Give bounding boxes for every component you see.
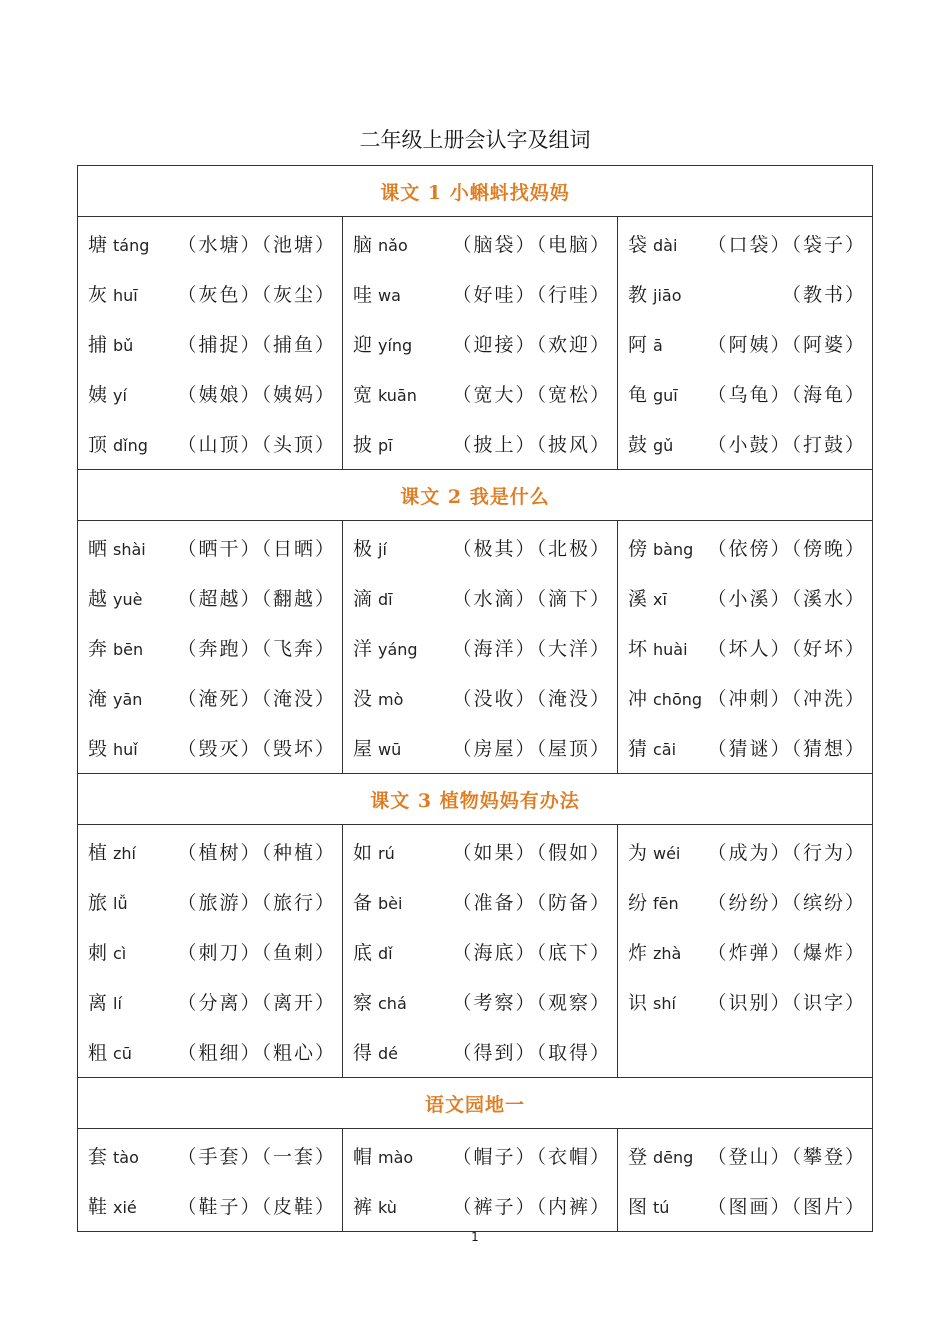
character: 灰 xyxy=(88,284,108,306)
character: 奔 xyxy=(88,638,108,660)
pinyin: yí xyxy=(113,386,127,405)
pinyin: wa xyxy=(378,286,401,305)
character: 捕 xyxy=(88,334,108,356)
word-column xyxy=(617,217,873,469)
character: 识 xyxy=(628,992,648,1014)
word-groups: （口袋）（袋子） xyxy=(707,234,866,256)
word-entry xyxy=(343,827,617,877)
character: 晒 xyxy=(88,538,108,560)
word-groups: （宽大）（宽松） xyxy=(452,384,611,406)
section-body xyxy=(77,521,873,774)
character: 傍 xyxy=(628,538,648,560)
section-header: 课文 2 我是什么 xyxy=(77,470,873,521)
section-header: 课文 3 植物妈妈有办法 xyxy=(77,774,873,825)
pinyin: huài xyxy=(653,640,688,659)
word-groups: （水塘）（池塘） xyxy=(177,234,336,256)
word-groups: （海洋）（大洋） xyxy=(452,638,611,660)
character: 粗 xyxy=(88,1042,108,1064)
pinyin: dǐ xyxy=(378,944,393,963)
word-entry xyxy=(78,623,342,673)
pinyin: dǐng xyxy=(113,436,148,455)
word-groups: （灰色）（灰尘） xyxy=(177,284,336,306)
word-groups: （水滴）（滴下） xyxy=(452,588,611,610)
pinyin: chá xyxy=(378,994,407,1013)
word-column xyxy=(342,1129,617,1231)
character: 鞋 xyxy=(88,1196,108,1218)
character: 洋 xyxy=(353,638,373,660)
pinyin: tào xyxy=(113,1148,139,1167)
character: 屋 xyxy=(353,738,373,760)
pinyin: táng xyxy=(113,236,150,255)
word-entry xyxy=(618,877,872,927)
word-groups: （没收）（淹没） xyxy=(452,688,611,710)
word-entry xyxy=(78,419,342,469)
character: 塘 xyxy=(88,234,108,256)
word-groups: （帽子）（衣帽） xyxy=(452,1146,611,1168)
word-entry xyxy=(78,1027,342,1077)
character: 鼓 xyxy=(628,434,648,456)
word-entry xyxy=(343,219,617,269)
pinyin: lí xyxy=(113,994,122,1013)
word-entry xyxy=(78,269,342,319)
character: 离 xyxy=(88,992,108,1014)
character: 披 xyxy=(353,434,373,456)
pinyin: zhí xyxy=(113,844,136,863)
word-groups: （图画）（图片） xyxy=(707,1196,866,1218)
pinyin: rú xyxy=(378,844,395,863)
word-column xyxy=(342,825,617,1077)
character: 阿 xyxy=(628,334,648,356)
character: 得 xyxy=(353,1042,373,1064)
word-entry xyxy=(618,977,872,1027)
word-entry xyxy=(343,369,617,419)
word-groups: （乌龟）（海龟） xyxy=(707,384,866,406)
pinyin: guī xyxy=(653,386,678,405)
character: 袋 xyxy=(628,234,648,256)
character: 帽 xyxy=(353,1146,373,1168)
pinyin: jiāo xyxy=(653,286,682,305)
word-entry xyxy=(618,573,872,623)
word-groups: （姨娘）（姨妈） xyxy=(177,384,336,406)
pinyin: yíng xyxy=(378,336,413,355)
word-groups: （淹死）（淹没） xyxy=(177,688,336,710)
word-groups: （好哇）（行哇） xyxy=(452,284,611,306)
word-column xyxy=(617,1129,873,1231)
word-entry xyxy=(618,269,872,319)
word-groups: （教书） xyxy=(781,284,866,306)
word-entry xyxy=(343,1131,617,1181)
section-body xyxy=(77,1129,873,1232)
word-entry xyxy=(618,623,872,673)
word-entry xyxy=(78,827,342,877)
word-groups: （考察）（观察） xyxy=(452,992,611,1014)
character: 脑 xyxy=(353,234,373,256)
character: 纷 xyxy=(628,892,648,914)
pinyin: huǐ xyxy=(113,740,138,759)
pinyin: dé xyxy=(378,1044,398,1063)
pinyin: xī xyxy=(653,590,667,609)
word-entry xyxy=(343,927,617,977)
word-entry xyxy=(618,369,872,419)
word-groups: （识别）（识字） xyxy=(707,992,866,1014)
word-column xyxy=(617,521,873,773)
character: 登 xyxy=(628,1146,648,1168)
pinyin: shài xyxy=(113,540,146,559)
pinyin: gǔ xyxy=(653,436,674,455)
word-entry xyxy=(343,523,617,573)
pinyin: cāi xyxy=(653,740,677,759)
word-groups: （鞋子）（皮鞋） xyxy=(177,1196,336,1218)
word-entry xyxy=(343,1027,617,1077)
pinyin: pī xyxy=(378,436,393,455)
pinyin: tú xyxy=(653,1198,670,1217)
character: 裤 xyxy=(353,1196,373,1218)
word-entry xyxy=(343,1181,617,1231)
character: 教 xyxy=(628,284,648,306)
word-entry xyxy=(78,369,342,419)
character: 滴 xyxy=(353,588,373,610)
character: 淹 xyxy=(88,688,108,710)
word-entry xyxy=(618,723,872,773)
character: 龟 xyxy=(628,384,648,406)
pinyin: dēng xyxy=(653,1148,694,1167)
character: 姨 xyxy=(88,384,108,406)
word-entry xyxy=(78,927,342,977)
word-groups: （极其）（北极） xyxy=(452,538,611,560)
word-groups: （坏人）（好坏） xyxy=(707,638,866,660)
word-entry xyxy=(618,927,872,977)
word-column xyxy=(77,217,342,469)
word-groups: （脑袋）（电脑） xyxy=(452,234,611,256)
character: 如 xyxy=(353,842,373,864)
pinyin: dài xyxy=(653,236,678,255)
word-groups: （毁灭）（毁坏） xyxy=(177,738,336,760)
word-entry xyxy=(618,1131,872,1181)
pinyin: yáng xyxy=(378,640,418,659)
word-groups: （房屋）（屋顶） xyxy=(452,738,611,760)
pinyin: kuān xyxy=(378,386,417,405)
word-groups: （阿姨）（阿婆） xyxy=(707,334,866,356)
character: 察 xyxy=(353,992,373,1014)
word-groups: （超越）（翻越） xyxy=(177,588,336,610)
word-groups: （小鼓）（打鼓） xyxy=(707,434,866,456)
pinyin: xié xyxy=(113,1198,137,1217)
pinyin: dī xyxy=(378,590,393,609)
word-entry xyxy=(618,319,872,369)
word-groups: （迎接）（欢迎） xyxy=(452,334,611,356)
word-groups: （山顶）（头顶） xyxy=(177,434,336,456)
word-entry xyxy=(78,673,342,723)
character: 极 xyxy=(353,538,373,560)
word-column xyxy=(342,217,617,469)
pinyin: fēn xyxy=(653,894,679,913)
word-column xyxy=(342,521,617,773)
character: 底 xyxy=(353,942,373,964)
word-entry xyxy=(343,673,617,723)
pinyin: nǎo xyxy=(378,236,408,255)
section-header: 课文 1 小蝌蚪找妈妈 xyxy=(77,166,873,217)
pinyin: huī xyxy=(113,286,138,305)
word-groups: （分离）（离开） xyxy=(177,992,336,1014)
word-groups: （晒干）（日晒） xyxy=(177,538,336,560)
section-header: 语文园地一 xyxy=(77,1078,873,1129)
word-groups: （披上）（披风） xyxy=(452,434,611,456)
word-groups: （奔跑）（飞奔） xyxy=(177,638,336,660)
pinyin: bēn xyxy=(113,640,144,659)
pinyin: mò xyxy=(378,690,404,709)
word-entry xyxy=(343,723,617,773)
word-groups: （小溪）（溪水） xyxy=(707,588,866,610)
word-groups: （手套）（一套） xyxy=(177,1146,336,1168)
character: 炸 xyxy=(628,942,648,964)
word-groups: （如果）（假如） xyxy=(452,842,611,864)
character: 宽 xyxy=(353,384,373,406)
word-entry xyxy=(78,977,342,1027)
character: 溪 xyxy=(628,588,648,610)
word-entry xyxy=(618,673,872,723)
word-entry xyxy=(343,419,617,469)
word-entry xyxy=(343,977,617,1027)
word-entry xyxy=(78,1181,342,1231)
word-column xyxy=(77,825,342,1077)
pinyin: bèi xyxy=(378,894,403,913)
pinyin: bàng xyxy=(653,540,694,559)
word-groups: （刺刀）（鱼刺） xyxy=(177,942,336,964)
character: 刺 xyxy=(88,942,108,964)
page-title: 二年级上册会认字及组词 xyxy=(359,128,591,152)
section-body xyxy=(77,825,873,1078)
pinyin: zhà xyxy=(653,944,682,963)
character: 套 xyxy=(88,1146,108,1168)
pinyin: wū xyxy=(378,740,402,759)
word-entry xyxy=(618,1181,872,1231)
word-groups: （冲刺）（冲洗） xyxy=(707,688,866,710)
word-groups: （成为）（行为） xyxy=(707,842,866,864)
character: 为 xyxy=(628,842,648,864)
word-groups: （准备）（防备） xyxy=(452,892,611,914)
word-column xyxy=(617,825,873,1077)
pinyin: yān xyxy=(113,690,143,709)
word-groups: （纷纷）（缤纷） xyxy=(707,892,866,914)
character: 顶 xyxy=(88,434,108,456)
page-number: 1 xyxy=(471,1230,479,1244)
word-entry xyxy=(343,877,617,927)
pinyin: cì xyxy=(113,944,127,963)
section-body xyxy=(77,217,873,470)
word-entry xyxy=(78,219,342,269)
word-groups: （裤子）（内裤） xyxy=(452,1196,611,1218)
character: 冲 xyxy=(628,688,648,710)
word-entry xyxy=(618,523,872,573)
character: 旅 xyxy=(88,892,108,914)
pinyin: chōng xyxy=(653,690,703,709)
word-entry xyxy=(78,573,342,623)
pinyin: mào xyxy=(378,1148,414,1167)
word-entry xyxy=(78,723,342,773)
word-entry xyxy=(618,827,872,877)
character: 没 xyxy=(353,688,373,710)
word-groups: （猜谜）（猜想） xyxy=(707,738,866,760)
pinyin: ā xyxy=(653,336,663,355)
word-column xyxy=(77,1129,342,1231)
character: 植 xyxy=(88,842,108,864)
word-entry xyxy=(343,319,617,369)
word-column xyxy=(77,521,342,773)
pinyin: cū xyxy=(113,1044,132,1063)
word-groups: （得到）（取得） xyxy=(452,1042,611,1064)
word-entry xyxy=(618,419,872,469)
pinyin: kù xyxy=(378,1198,397,1217)
word-groups: （炸弹）（爆炸） xyxy=(707,942,866,964)
character: 哇 xyxy=(353,284,373,306)
character: 越 xyxy=(88,588,108,610)
word-entry xyxy=(618,219,872,269)
word-entry xyxy=(343,573,617,623)
pinyin: wéi xyxy=(653,844,681,863)
pinyin: yuè xyxy=(113,590,143,609)
pinyin: bǔ xyxy=(113,336,134,355)
word-entry xyxy=(78,319,342,369)
word-entry xyxy=(343,623,617,673)
pinyin: jí xyxy=(378,540,387,559)
pinyin: lǚ xyxy=(113,894,128,913)
word-entry xyxy=(78,523,342,573)
word-groups: （粗细）（粗心） xyxy=(177,1042,336,1064)
word-groups: （植树）（种植） xyxy=(177,842,336,864)
character: 毁 xyxy=(88,738,108,760)
word-groups: （旅游）（旅行） xyxy=(177,892,336,914)
character: 猜 xyxy=(628,738,648,760)
word-entry xyxy=(78,1131,342,1181)
character: 图 xyxy=(628,1196,648,1218)
word-entry xyxy=(343,269,617,319)
word-groups: （登山）（攀登） xyxy=(707,1146,866,1168)
word-entry xyxy=(78,877,342,927)
character: 坏 xyxy=(628,638,648,660)
word-table xyxy=(77,165,873,1232)
word-groups: （依傍）（傍晚） xyxy=(707,538,866,560)
character: 备 xyxy=(353,892,373,914)
pinyin: shí xyxy=(653,994,676,1013)
character: 迎 xyxy=(353,334,373,356)
word-groups: （海底）（底下） xyxy=(452,942,611,964)
word-groups: （捕捉）（捕鱼） xyxy=(177,334,336,356)
